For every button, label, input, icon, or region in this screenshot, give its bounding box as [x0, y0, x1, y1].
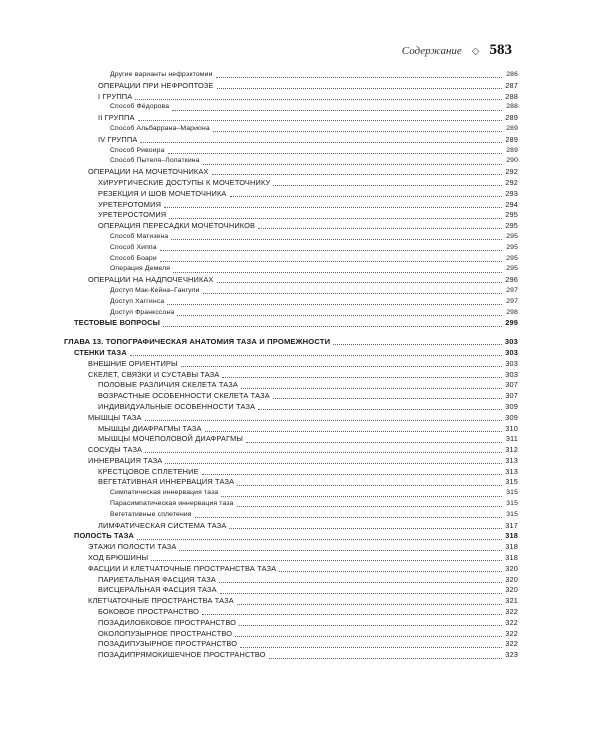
- dot-leader: [169, 218, 502, 219]
- dot-leader: [140, 142, 502, 143]
- dot-leader: [163, 326, 502, 327]
- dot-leader: [219, 582, 502, 583]
- dot-leader: [230, 196, 502, 197]
- toc-entry-page: 295: [505, 210, 518, 220]
- toc-spacer: [64, 329, 518, 337]
- toc-entry-title: ЭТАЖИ ПОЛОСТИ ТАЗА: [88, 542, 177, 552]
- toc-entry[interactable]: [64, 275, 518, 286]
- dot-leader: [168, 153, 502, 154]
- dot-leader: [222, 377, 502, 378]
- dot-leader: [217, 88, 502, 89]
- toc-entry-title: УРЕТЕРОСТОМИЯ: [98, 210, 167, 220]
- dot-leader: [213, 131, 502, 132]
- dot-leader: [202, 474, 502, 475]
- toc-entry-title: КРЕСТЦОВОЕ СПЛЕТЕНИЕ: [98, 466, 199, 476]
- toc-entry-title: ВЕГЕТАТИВНАЯ ИННЕРВАЦИЯ ТАЗА: [98, 477, 235, 487]
- toc-entry-page: 298: [506, 308, 518, 316]
- toc-entry[interactable]: [64, 553, 518, 564]
- toc-entry[interactable]: [64, 348, 518, 359]
- toc-entry-title: II ГРУППА: [98, 113, 135, 123]
- toc-entry-title: РЕЗЕКЦИЯ И ШОВ МОЧЕТОЧНИКА: [98, 188, 227, 198]
- toc-entry[interactable]: [64, 264, 518, 275]
- dot-leader: [239, 625, 502, 626]
- toc-entry-page: 295: [506, 265, 518, 273]
- dot-leader: [130, 355, 502, 356]
- toc-entry-page: 303: [504, 337, 518, 347]
- toc-entry-title: ПАРИЕТАЛЬНАЯ ФАСЦИЯ ТАЗА: [98, 574, 216, 584]
- dot-leader: [138, 120, 502, 121]
- toc-entry-page: 295: [506, 254, 518, 262]
- dot-leader: [145, 420, 502, 421]
- toc-entry-title: СОСУДЫ ТАЗА: [88, 445, 143, 455]
- toc-entry-title: МЫШЦЫ ТАЗА: [88, 412, 142, 422]
- toc-entry-title: ИНДИВИДУАЛЬНЫЕ ОСОБЕННОСТИ ТАЗА: [98, 401, 256, 411]
- dot-leader: [241, 388, 502, 389]
- toc-entry-title: ТЕСТОВЫЕ ВОПРОСЫ: [74, 318, 160, 328]
- dot-leader: [151, 560, 502, 561]
- toc-entry-page: 320: [505, 585, 518, 595]
- dot-leader: [135, 99, 502, 100]
- toc-entry-page: 315: [506, 489, 518, 497]
- toc-entry[interactable]: [64, 380, 518, 391]
- toc-entry[interactable]: [64, 424, 518, 435]
- toc-entry-page: 312: [505, 445, 518, 455]
- toc-entry[interactable]: [64, 510, 518, 521]
- toc-entry-page: 315: [506, 510, 518, 518]
- toc-entry[interactable]: [64, 146, 518, 157]
- dot-leader: [235, 636, 502, 637]
- toc-entry[interactable]: [64, 434, 518, 445]
- dot-leader: [171, 239, 502, 240]
- dot-leader: [258, 228, 502, 229]
- toc-entry[interactable]: [64, 359, 518, 370]
- toc-entry[interactable]: [64, 521, 518, 532]
- dot-leader: [333, 344, 502, 345]
- toc-entry-page: 297: [506, 286, 518, 294]
- toc-entry-page: 303: [505, 369, 518, 379]
- toc-entry-title: ФАСЦИИ И КЛЕТЧАТОЧНЫЕ ПРОСТРАНСТВА ТАЗА: [88, 563, 277, 573]
- toc-entry-title: БОКОВОЕ ПРОСТРАНСТВО: [98, 607, 200, 617]
- toc-entry-title: ОКОЛОПУЗЫРНОЕ ПРОСТРАНСТВО: [98, 628, 233, 638]
- toc-entry[interactable]: [64, 596, 518, 607]
- toc-entry-title: УРЕТЕРОТОМИЯ: [98, 199, 162, 209]
- toc-entry-page: 299: [505, 318, 518, 328]
- dot-leader: [195, 517, 502, 518]
- dot-leader: [167, 304, 502, 305]
- dot-leader: [220, 593, 502, 594]
- toc-entry-title: ПОЗАДИЛОБКОВОЕ ПРОСТРАНСТВО: [98, 617, 237, 627]
- dot-leader: [279, 571, 502, 572]
- toc-entry-title: Способ Матизена: [110, 232, 169, 240]
- toc-entry-title: ПОЗАДИПРЯМОКИШЕЧНОЕ ПРОСТРАНСТВО: [98, 650, 266, 660]
- dot-leader: [237, 485, 502, 486]
- toc-entry-title: ОПЕРАЦИИ НА НАДПОЧЕЧНИКАХ: [88, 275, 214, 285]
- toc-entry-page: 303: [505, 358, 518, 368]
- section-title: Содержание: [401, 45, 462, 57]
- toc-entry-page: 295: [506, 232, 518, 240]
- toc-entry[interactable]: [64, 650, 518, 661]
- dot-leader: [237, 604, 502, 605]
- toc-entry-title: Доступ Мак-Кейна–Гангули: [110, 286, 200, 294]
- toc-entry[interactable]: [64, 124, 518, 135]
- dot-leader: [258, 409, 502, 410]
- toc-entry-title: IV ГРУППА: [98, 134, 138, 144]
- toc-entry-page: 287: [505, 80, 518, 90]
- dot-leader: [221, 496, 502, 497]
- dot-leader: [164, 207, 502, 208]
- dot-leader: [177, 315, 502, 316]
- dot-leader: [203, 293, 502, 294]
- toc-entry-page: 297: [506, 297, 518, 305]
- toc-entry[interactable]: [64, 488, 518, 499]
- toc-entry[interactable]: [64, 297, 518, 308]
- toc-entry-title: ВНЕШНИЕ ОРИЕНТИРЫ: [88, 358, 178, 368]
- toc-entry-title: ИННЕРВАЦИЯ ТАЗА: [88, 455, 163, 465]
- toc-entry-title: Доступ Хаггинса: [110, 297, 165, 305]
- dot-leader: [237, 506, 502, 507]
- toc-entry[interactable]: [64, 92, 518, 103]
- toc-entry-page: 296: [505, 275, 518, 285]
- toc-entry-title: КЛЕТЧАТОЧНЫЕ ПРОСТРАНСТВА ТАЗА: [88, 596, 234, 606]
- toc-entry-title: ГЛАВА 13. ТОПОГРАФИЧЕСКАЯ АНАТОМИЯ ТАЗА И ПРОМЕЖНОСТИ: [64, 337, 331, 347]
- dot-leader: [137, 539, 502, 540]
- toc-entry[interactable]: [64, 232, 518, 243]
- toc-entry-title: Способ Альбаррана–Мариона: [110, 124, 210, 132]
- toc-entry-page: 288: [505, 91, 518, 101]
- dot-leader: [160, 250, 502, 251]
- toc-entry[interactable]: [64, 477, 518, 488]
- dot-leader: [273, 185, 502, 186]
- toc-entry-title: ВИСЦЕРАЛЬНАЯ ФАСЦИЯ ТАЗА: [98, 585, 217, 595]
- toc-entry-title: МЫШЦЫ МОЧЕПОЛОВОЙ ДИАФРАГМЫ: [98, 434, 244, 444]
- dot-leader: [179, 550, 502, 551]
- dot-leader: [181, 366, 502, 367]
- toc-entry[interactable]: [64, 585, 518, 596]
- toc-entry[interactable]: [64, 102, 518, 113]
- toc-entry[interactable]: [64, 189, 518, 200]
- toc-entry[interactable]: [64, 81, 518, 92]
- toc-entry-title: ПОЛОВЫЕ РАЗЛИЧИЯ СКЕЛЕТА ТАЗА: [98, 380, 238, 390]
- toc-entry-title: ЛИМФАТИЧЕСКАЯ СИСТЕМА ТАЗА: [98, 520, 227, 530]
- toc-entry-page: 303: [505, 347, 518, 357]
- toc-entry-title: Способ Хиппа: [110, 243, 157, 251]
- toc-entry[interactable]: [64, 639, 518, 650]
- toc-entry-title: Способ Пытеля–Лопаткина: [110, 157, 200, 165]
- running-head: [402, 42, 512, 59]
- toc-entry-title: Операция Демеля: [110, 265, 171, 273]
- toc-entry-page: 321: [505, 596, 518, 606]
- toc-entry-page: 318: [505, 542, 518, 552]
- toc-entry-page: 290: [506, 157, 518, 165]
- toc-entry-title: Другие варианты нефрэктомии: [110, 71, 213, 78]
- toc-entry[interactable]: [64, 445, 518, 456]
- toc-entry[interactable]: [64, 618, 518, 629]
- toc-entry-title: ПОЛОСТЬ ТАЗА: [74, 531, 134, 541]
- toc-entry-title: ХИРУРГИЧЕСКИЕ ДОСТУПЫ К МОЧЕТОЧНИКУ: [98, 177, 271, 187]
- toc-entry[interactable]: [64, 499, 518, 510]
- toc-entry-page: 292: [505, 177, 518, 187]
- toc-entry[interactable]: [64, 542, 518, 553]
- toc-entry[interactable]: [64, 178, 518, 189]
- dot-leader: [172, 110, 502, 111]
- toc-entry[interactable]: [64, 575, 518, 586]
- toc-entry-title: СТЕНКИ ТАЗА: [74, 347, 127, 357]
- dot-leader: [165, 463, 502, 464]
- toc-entry[interactable]: [64, 564, 518, 575]
- toc-entry-page: 323: [505, 650, 518, 660]
- toc-entry-page: 310: [505, 423, 518, 433]
- toc-entry-page: 289: [505, 134, 518, 144]
- toc-entry-title: ВОЗРАСТНЫЕ ОСОБЕННОСТИ СКЕЛЕТА ТАЗА: [98, 391, 270, 401]
- toc-entry-page: 288: [506, 103, 518, 111]
- toc-entry[interactable]: [64, 337, 518, 348]
- toc-entry[interactable]: [64, 370, 518, 381]
- toc-entry-page: 294: [505, 199, 518, 209]
- toc-entry-title: Способ Ривоира: [110, 146, 165, 154]
- toc-entry-page: 313: [505, 455, 518, 465]
- toc-entry-page: 309: [505, 412, 518, 422]
- toc-entry-page: 289: [505, 113, 518, 123]
- toc-entry[interactable]: [64, 402, 518, 413]
- toc-entry-title: I ГРУППА: [98, 91, 133, 101]
- toc-entry-page: 295: [506, 243, 518, 251]
- toc-entry-title: Способ Фёдорова: [110, 103, 170, 111]
- dot-leader: [160, 261, 502, 262]
- toc-entry-page: 293: [505, 188, 518, 198]
- toc-entry[interactable]: [64, 456, 518, 467]
- toc-entry-page: 286: [506, 71, 518, 78]
- toc-entry-page: 320: [505, 563, 518, 573]
- toc-entry[interactable]: [64, 531, 518, 542]
- toc-entry[interactable]: [64, 167, 518, 178]
- toc-entry[interactable]: [64, 413, 518, 424]
- toc-entry[interactable]: [64, 113, 518, 124]
- toc-entry[interactable]: [64, 70, 518, 81]
- toc-entry-page: 289: [506, 124, 518, 132]
- toc-entry-page: 315: [506, 500, 518, 508]
- table-of-contents: [64, 70, 518, 661]
- toc-entry[interactable]: [64, 308, 518, 319]
- toc-entry-page: 307: [505, 391, 518, 401]
- toc-entry-page: 322: [505, 607, 518, 617]
- dot-leader: [203, 164, 502, 165]
- toc-entry-page: 322: [505, 617, 518, 627]
- page-number: 583: [489, 42, 512, 58]
- toc-entry-title: МЫШЦЫ ДИАФРАГМЫ ТАЗА: [98, 423, 202, 433]
- toc-entry-title: ОПЕРАЦИЯ ПЕРЕСАДКИ МОЧЕТОЧНИКОВ: [98, 221, 256, 231]
- dot-leader: [240, 647, 502, 648]
- toc-entry-title: Симпатическая иннервация таза: [110, 489, 219, 497]
- dot-leader: [273, 398, 502, 399]
- dot-leader: [202, 614, 502, 615]
- toc-entry-page: 295: [505, 221, 518, 231]
- toc-entry-page: 322: [505, 628, 518, 638]
- dot-leader: [205, 431, 502, 432]
- toc-entry-title: Парасимпатическая иннервация таза: [110, 500, 234, 508]
- dot-leader: [173, 272, 502, 273]
- toc-entry-title: Способ Боари: [110, 254, 157, 262]
- dot-leader: [269, 658, 502, 659]
- toc-entry[interactable]: [64, 607, 518, 618]
- dot-leader: [246, 442, 502, 443]
- toc-entry-page: 311: [505, 434, 518, 444]
- toc-entry[interactable]: [64, 156, 518, 167]
- dot-leader: [145, 452, 502, 453]
- toc-entry-page: 289: [506, 146, 518, 154]
- toc-entry[interactable]: [64, 243, 518, 254]
- toc-entry-page: 292: [505, 167, 518, 177]
- toc-entry-title: Доступ Франкссона: [110, 308, 175, 316]
- toc-entry[interactable]: [64, 221, 518, 232]
- toc-entry[interactable]: [64, 200, 518, 211]
- toc-entry-title: СКЕЛЕТ, СВЯЗКИ И СУСТАВЫ ТАЗА: [88, 369, 220, 379]
- toc-entry-page: 318: [505, 531, 518, 541]
- toc-entry-page: 307: [505, 380, 518, 390]
- toc-entry[interactable]: [64, 210, 518, 221]
- toc-entry-title: ХОД БРЮШИНЫ: [88, 553, 149, 563]
- dot-leader: [217, 282, 502, 283]
- toc-entry[interactable]: [64, 135, 518, 146]
- toc-entry-title: Вегетативные сплетения: [110, 510, 192, 518]
- toc-entry-page: 317: [505, 520, 518, 530]
- dot-leader: [229, 528, 502, 529]
- dot-leader: [212, 174, 502, 175]
- toc-entry-page: 313: [505, 466, 518, 476]
- toc-entry-page: 309: [505, 401, 518, 411]
- toc-entry-page: 315: [505, 477, 518, 487]
- toc-entry-title: ОПЕРАЦИИ НА МОЧЕТОЧНИКАХ: [88, 167, 209, 177]
- toc-entry-page: 318: [505, 553, 518, 563]
- toc-entry[interactable]: [64, 629, 518, 640]
- toc-entry[interactable]: [64, 286, 518, 297]
- toc-entry[interactable]: [64, 391, 518, 402]
- toc-entry[interactable]: [64, 318, 518, 329]
- toc-entry[interactable]: [64, 254, 518, 265]
- diamond-separator-icon: ◇: [471, 46, 480, 57]
- toc-entry[interactable]: [64, 467, 518, 478]
- toc-entry-title: ОПЕРАЦИИ ПРИ НЕФРОПТОЗЕ: [98, 80, 214, 90]
- toc-entry-page: 322: [505, 639, 518, 649]
- toc-entry-title: ПОЗАДИПУЗЫРНОЕ ПРОСТРАНСТВО: [98, 639, 238, 649]
- toc-entry-page: 320: [505, 574, 518, 584]
- dot-leader: [216, 77, 502, 78]
